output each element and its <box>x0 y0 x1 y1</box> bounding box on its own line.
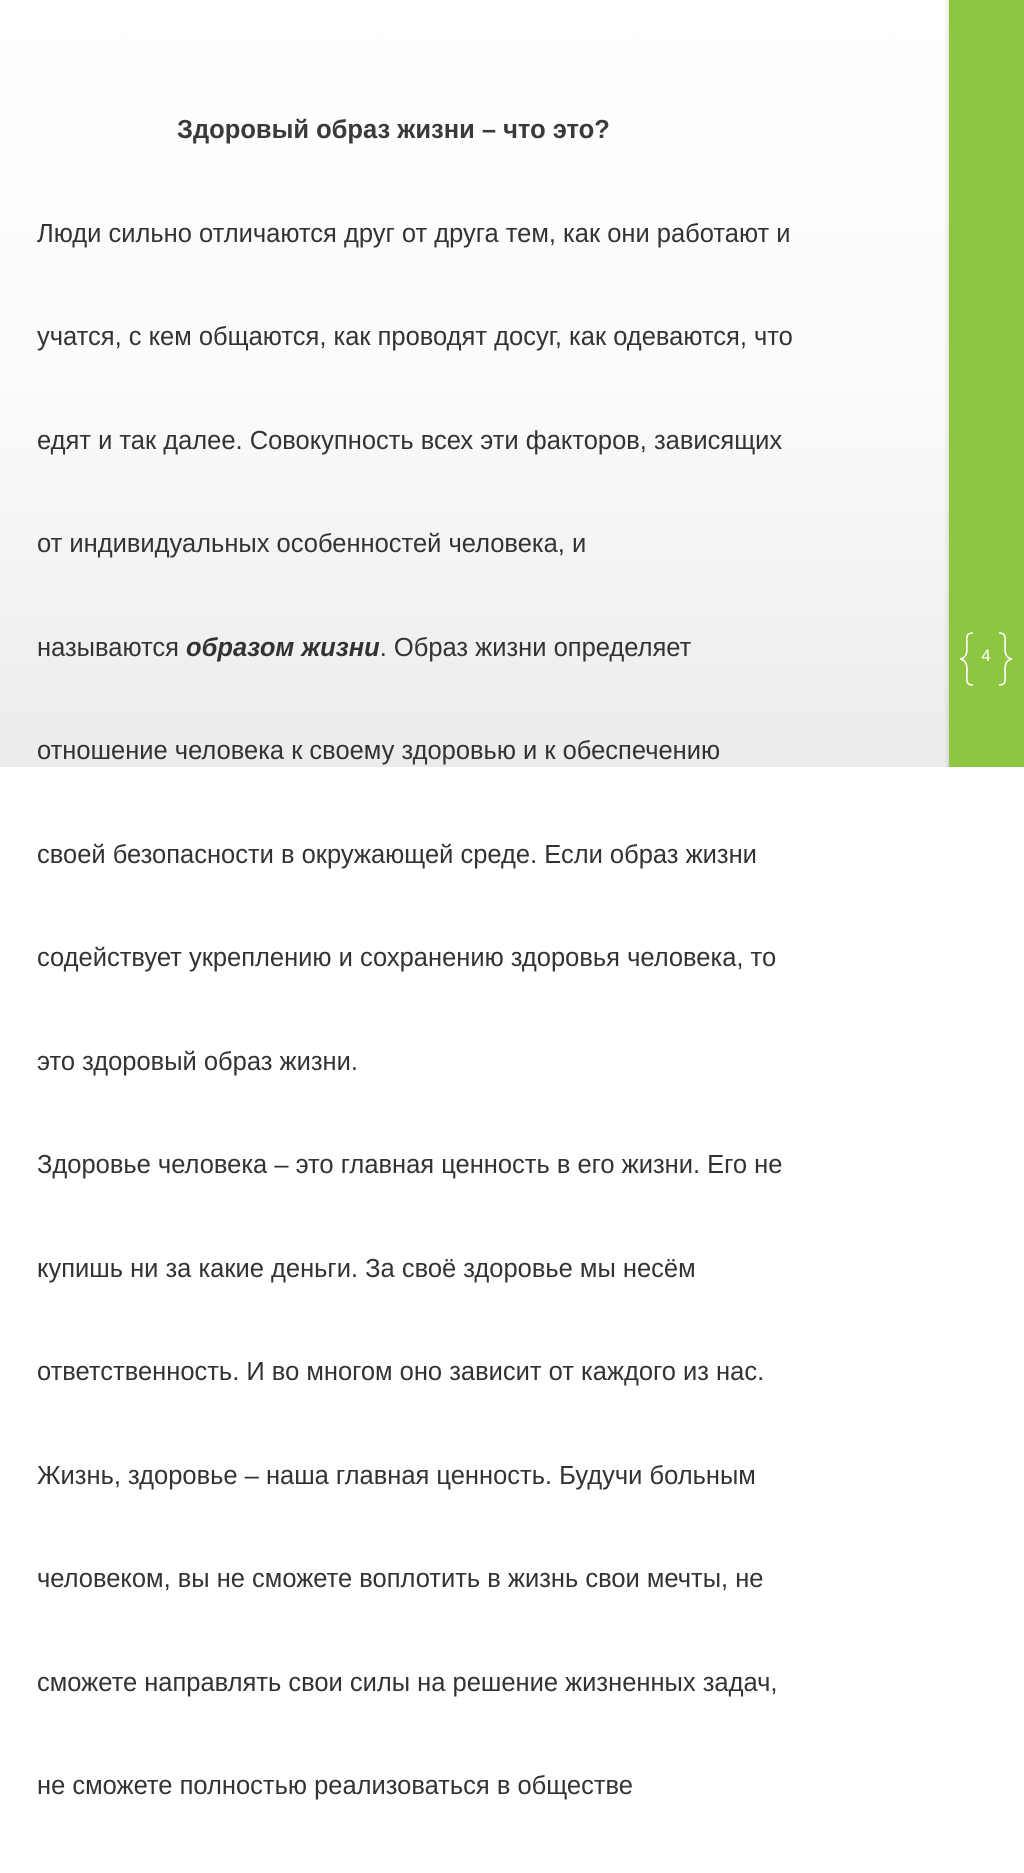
page-number-badge <box>957 630 1015 688</box>
text-line: своей безопасности в окружающей среде. Если образ жизни <box>37 840 757 869</box>
page-number: 4 <box>981 646 991 665</box>
text-line: не сможете полностью реализоваться в обществе <box>37 1772 633 1800</box>
text-fragment: называются <box>37 633 187 662</box>
text-line: человеком, вы не сможете воплотить в жизнь свои мечты, не <box>37 1565 764 1593</box>
text-line: Люди сильно отличаются друг от друга тем, как они работают и <box>37 219 791 248</box>
text-line: Здоровье человека – это главная ценность в его жизни. Его не <box>37 1151 783 1179</box>
text-fragment: . Образ жизни определяет <box>379 633 692 662</box>
text-line: учатся, с кем общаются, как проводят досуг, как одеваются, что <box>37 323 793 351</box>
text-line: едят и так далее. Совокупность всех эти факторов, зависящих <box>37 426 783 455</box>
text-line: сможете направлять свои силы на решение жизненных задач, <box>37 1668 778 1697</box>
text-line: купишь ни за какие деньги. За своё здоровье мы несём <box>37 1254 696 1283</box>
slide-body <box>37 44 957 1873</box>
slide-title: Здоровый образ жизни – что это? <box>177 116 610 144</box>
text-line: отношение человека к своему здоровью и к обеспечению <box>37 737 721 765</box>
text-line: Жизнь, здоровье – наша главная ценность. Будучи больным <box>37 1461 756 1490</box>
emphasis-term: образом жизни <box>186 633 380 662</box>
text-line: ответственность. И во многом оно зависит от каждого из нас. <box>37 1358 765 1386</box>
text-line: от индивидуальных особенностей человека, и <box>37 530 587 558</box>
text-line: содействует укреплению и сохранению здоровья человека, то <box>37 944 777 972</box>
text-line: это здоровый образ жизни. <box>37 1047 358 1076</box>
text-line-with-emphasis <box>37 631 957 666</box>
